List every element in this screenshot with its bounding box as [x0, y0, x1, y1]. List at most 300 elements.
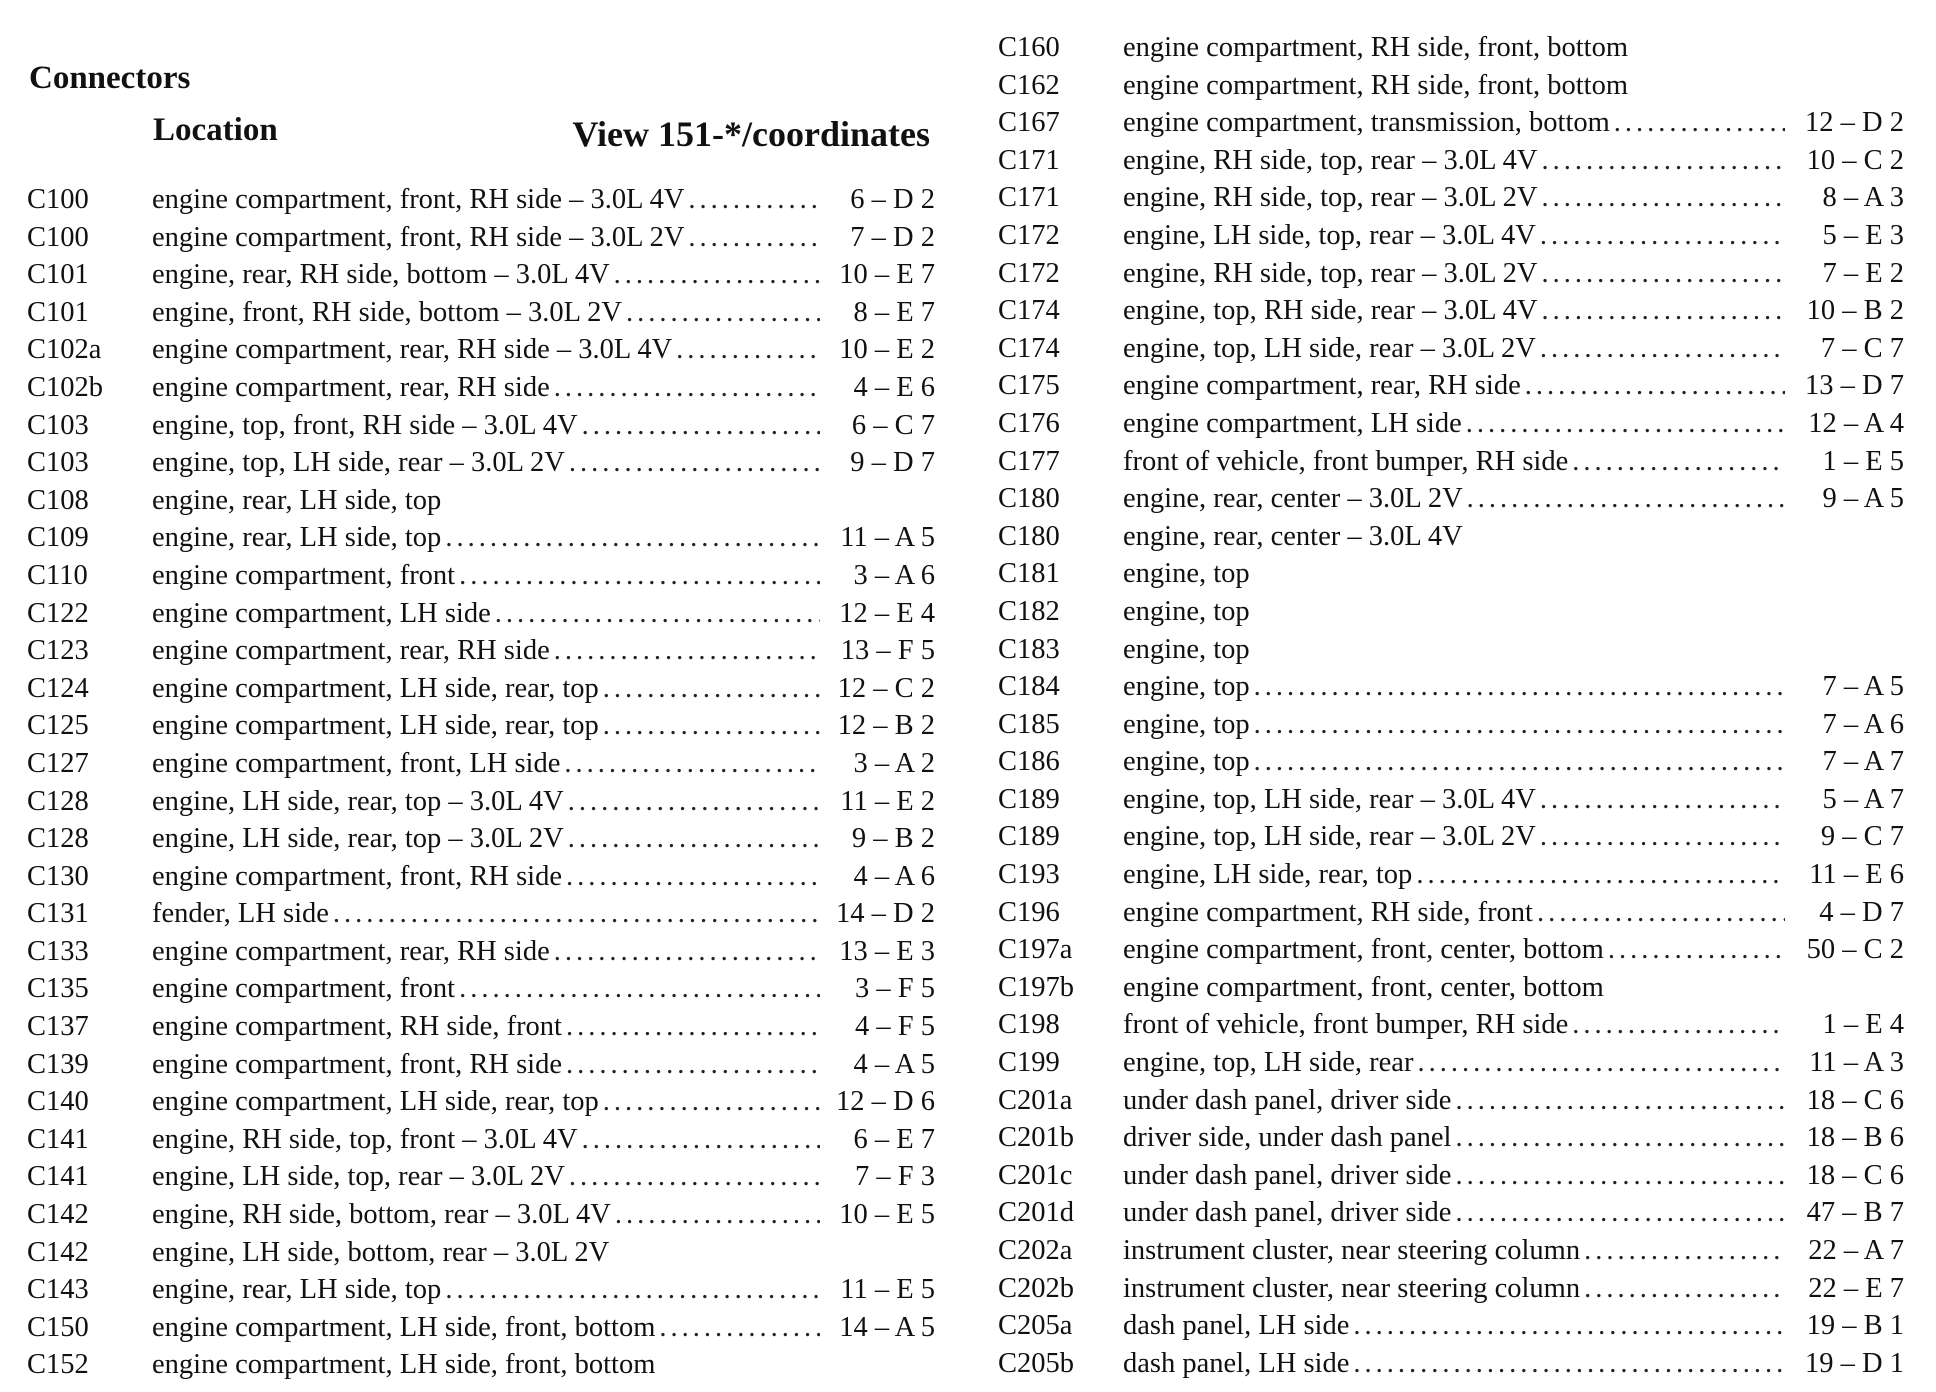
- connector-code: C172: [998, 257, 1060, 289]
- connector-row: [27, 1309, 935, 1347]
- connector-location: engine compartment, rear, RH side: [1123, 370, 1521, 402]
- connector-location-cell: [1123, 1044, 1785, 1082]
- connector-location: engine, LH side, rear, top: [1123, 859, 1413, 891]
- connector-location-cell: [1123, 1119, 1785, 1157]
- connector-row: [998, 1307, 1904, 1345]
- connector-code: C189: [998, 783, 1060, 815]
- connector-location: engine, LH side, rear, top – 3.0L 2V: [152, 823, 564, 855]
- connector-location-cell: [152, 970, 820, 1008]
- dot-leader: [603, 670, 820, 708]
- connector-row: [998, 1232, 1904, 1270]
- connector-location: engine compartment, front, LH side: [152, 747, 561, 779]
- connector-code: C205b: [998, 1347, 1075, 1379]
- connector-location-cell: [1123, 292, 1785, 330]
- connector-location: engine, rear, LH side, top: [152, 1274, 442, 1306]
- connector-code: C172: [998, 219, 1060, 251]
- connector-location: engine, top, LH side, rear – 3.0L 2V: [1123, 332, 1536, 364]
- connector-code: C122: [27, 597, 89, 629]
- connector-location: under dash panel, driver side: [1123, 1084, 1452, 1116]
- connector-location: engine, rear, LH side, top: [152, 522, 442, 554]
- connector-row: [27, 745, 935, 783]
- connector-coordinates: 7 – A 6: [1822, 708, 1904, 740]
- connector-location-cell: [1123, 67, 1785, 105]
- connector-coordinates: 50 – C 2: [1806, 934, 1904, 966]
- connector-location-cell: [1123, 1345, 1785, 1383]
- connector-coordinates: 9 – A 5: [1822, 483, 1904, 515]
- connector-location: engine, LH side, top, rear – 3.0L 4V: [1123, 219, 1536, 251]
- connector-location-cell: [152, 482, 820, 520]
- connector-row: [998, 1157, 1904, 1195]
- connector-location: engine compartment, rear, RH side: [152, 371, 550, 403]
- connector-location-cell: [152, 1271, 820, 1309]
- connector-row: [27, 256, 935, 294]
- dot-leader: [1541, 255, 1785, 293]
- connector-code: C143: [27, 1274, 89, 1306]
- connector-coordinates: 12 – C 2: [837, 672, 935, 704]
- connector-coordinates: 22 – A 7: [1808, 1235, 1904, 1266]
- connector-code: C202a: [998, 1235, 1073, 1266]
- connector-row: [27, 1158, 935, 1196]
- connector-coordinates: 19 – D 1: [1805, 1347, 1904, 1379]
- connector-code: C167: [998, 107, 1060, 139]
- connector-location: front of vehicle, front bumper, RH side: [1123, 445, 1569, 477]
- connector-location-cell: [152, 1234, 820, 1272]
- connector-row: [27, 783, 935, 821]
- connector-location-cell: [1123, 29, 1785, 67]
- connector-row: [998, 593, 1904, 631]
- dot-leader: [1525, 367, 1785, 405]
- dot-leader: [569, 1158, 820, 1196]
- connector-coordinates: 11 – A 3: [1809, 1047, 1904, 1079]
- connector-location-cell: [152, 557, 820, 595]
- connector-code: C137: [27, 1011, 89, 1043]
- connector-location: engine compartment, front, center, bottom: [1123, 934, 1604, 966]
- connector-location: engine compartment, LH side, front, bottom: [152, 1311, 656, 1343]
- connector-location: engine, top: [1123, 633, 1250, 665]
- view-coordinates-column-header: View 151-*/coordinates: [572, 114, 930, 154]
- dot-leader: [1540, 818, 1785, 856]
- dot-leader: [1608, 931, 1785, 969]
- connector-row: [998, 217, 1904, 255]
- dot-leader: [603, 1083, 820, 1121]
- connector-row: [27, 407, 935, 445]
- connector-coordinates: 18 – B 6: [1806, 1122, 1904, 1154]
- connector-code: C177: [998, 445, 1060, 477]
- connector-location: engine, top, LH side, rear – 3.0L 2V: [152, 447, 565, 479]
- connector-code: C202b: [998, 1272, 1075, 1304]
- connector-code: C101: [27, 259, 89, 291]
- connector-location-cell: [1123, 781, 1785, 819]
- connector-row: [27, 519, 935, 557]
- connector-location-cell: [1123, 1082, 1785, 1120]
- connector-location: engine compartment, RH side, front: [1123, 896, 1533, 928]
- connector-location: engine compartment, LH side, rear, top: [152, 710, 599, 742]
- right-connector-list: [998, 29, 1904, 1382]
- connector-location-cell: [152, 1158, 820, 1196]
- dot-leader: [568, 783, 820, 821]
- connector-location: engine, RH side, bottom, rear – 3.0L 4V: [152, 1199, 611, 1231]
- dot-leader: [566, 1046, 820, 1084]
- connector-location: engine, top: [1123, 746, 1250, 778]
- dot-leader: [1467, 480, 1785, 518]
- connector-code: C189: [998, 821, 1060, 853]
- dot-leader: [1540, 330, 1785, 368]
- connector-coordinates: 7 – E 2: [1822, 257, 1904, 289]
- connector-location: engine, RH side, top, rear – 3.0L 4V: [1123, 144, 1538, 176]
- connector-code: C171: [998, 182, 1060, 214]
- connector-location-cell: [1123, 631, 1785, 669]
- connector-coordinates: 7 – F 3: [855, 1161, 935, 1193]
- connector-location-cell: [1123, 405, 1785, 443]
- connector-row: [998, 1194, 1904, 1232]
- connector-coordinates: 4 – E 6: [853, 371, 935, 403]
- connector-row: [998, 255, 1904, 293]
- connector-coordinates: 18 – C 6: [1806, 1084, 1904, 1116]
- connector-location: engine, RH side, top, rear – 3.0L 2V: [1123, 182, 1538, 214]
- connector-row: [998, 931, 1904, 969]
- connector-location-cell: [1123, 1270, 1785, 1308]
- connector-location: engine compartment, front, RH side: [152, 1048, 562, 1080]
- dot-leader: [1537, 894, 1785, 932]
- connector-row: [27, 970, 935, 1008]
- connector-code: C152: [27, 1349, 89, 1381]
- connector-location-cell: [152, 1346, 820, 1384]
- connector-location-cell: [1123, 818, 1785, 856]
- connector-code: C141: [27, 1123, 89, 1155]
- connector-coordinates: 19 – B 1: [1806, 1310, 1904, 1342]
- connector-row: [998, 856, 1904, 894]
- connector-row: [998, 668, 1904, 706]
- connector-location-cell: [1123, 518, 1785, 556]
- connector-coordinates: 13 – D 7: [1805, 370, 1904, 402]
- dot-leader: [1254, 706, 1785, 744]
- connector-location-cell: [1123, 1307, 1785, 1345]
- connector-coordinates: 10 – C 2: [1806, 144, 1904, 176]
- connector-row: [998, 706, 1904, 744]
- connector-location: front of vehicle, front bumper, RH side: [1123, 1009, 1569, 1041]
- connector-row: [998, 443, 1904, 481]
- dot-leader: [1416, 856, 1785, 894]
- dot-leader: [554, 933, 820, 971]
- connector-location-cell: [1123, 1006, 1785, 1044]
- connector-coordinates: 10 – E 2: [839, 334, 935, 366]
- connector-coordinates: 6 – C 7: [851, 409, 935, 441]
- connector-coordinates: 11 – E 6: [1809, 859, 1904, 891]
- connector-location-cell: [1123, 856, 1785, 894]
- connector-coordinates: 47 – B 7: [1806, 1197, 1904, 1229]
- connector-coordinates: 13 – F 5: [840, 635, 935, 667]
- connector-row: [998, 179, 1904, 217]
- connector-code: C103: [27, 447, 89, 479]
- dot-leader: [1254, 743, 1785, 781]
- connector-location: engine, front, RH side, bottom – 3.0L 2V: [152, 296, 622, 328]
- connector-code: C201c: [998, 1159, 1073, 1191]
- connector-location: engine, rear, LH side, top: [152, 484, 442, 516]
- connector-code: C101: [27, 296, 89, 328]
- connector-row: [27, 895, 935, 933]
- connector-row: [998, 292, 1904, 330]
- connector-coordinates: 12 – A 4: [1808, 407, 1904, 439]
- connector-code: C128: [27, 785, 89, 817]
- connector-row: [27, 1083, 935, 1121]
- dot-leader: [445, 1271, 820, 1309]
- connector-location-cell: [152, 933, 820, 971]
- connector-row: [27, 1234, 935, 1272]
- connector-coordinates: 14 – D 2: [836, 898, 935, 930]
- connector-code: C128: [27, 823, 89, 855]
- connector-code: C142: [27, 1236, 89, 1268]
- connector-location-cell: [152, 219, 820, 257]
- connector-code: C150: [27, 1311, 89, 1343]
- dot-leader: [626, 294, 820, 332]
- connector-code: C142: [27, 1199, 89, 1231]
- dot-leader: [1353, 1307, 1785, 1345]
- connector-coordinates: 1 – E 4: [1822, 1009, 1904, 1041]
- connector-location: engine compartment, rear, RH side: [152, 635, 550, 667]
- connector-location-cell: [152, 632, 820, 670]
- connector-location: engine compartment, rear, RH side: [152, 935, 550, 967]
- connector-location-cell: [152, 369, 820, 407]
- connector-location-cell: [1123, 1232, 1785, 1270]
- connector-code: C186: [998, 746, 1060, 778]
- connector-location: driver side, under dash panel: [1123, 1122, 1452, 1154]
- dot-leader: [1541, 179, 1785, 217]
- dot-leader: [1353, 1345, 1785, 1383]
- dot-leader: [1417, 1044, 1785, 1082]
- dot-leader: [459, 557, 820, 595]
- connector-location: under dash panel, driver side: [1123, 1197, 1452, 1229]
- connector-row: [27, 1121, 935, 1159]
- connector-row: [27, 632, 935, 670]
- connector-location: engine, rear, center – 3.0L 2V: [1123, 483, 1463, 515]
- connector-coordinates: 10 – E 5: [839, 1199, 935, 1231]
- connector-location: engine, top, LH side, rear – 3.0L 4V: [1123, 783, 1536, 815]
- connector-row: [998, 480, 1904, 518]
- connector-coordinates: 11 – E 2: [840, 785, 935, 817]
- connector-coordinates: 4 – F 5: [855, 1011, 935, 1043]
- connector-location-cell: [1123, 255, 1785, 293]
- connector-location: engine compartment, rear, RH side – 3.0L 4V: [152, 334, 673, 366]
- connector-code: C160: [998, 32, 1060, 63]
- connector-location-cell: [152, 294, 820, 332]
- connector-coordinates: 4 – D 7: [1819, 896, 1904, 928]
- connector-code: C135: [27, 973, 89, 1005]
- connector-location-cell: [152, 1046, 820, 1084]
- connector-location-cell: [1123, 894, 1785, 932]
- connector-location: engine compartment, front, RH side: [152, 860, 562, 892]
- connector-location-cell: [152, 820, 820, 858]
- dot-leader: [554, 632, 820, 670]
- connector-location-cell: [152, 444, 820, 482]
- connector-row: [998, 104, 1904, 142]
- connector-coordinates: 10 – E 7: [839, 259, 935, 291]
- connector-code: C184: [998, 671, 1060, 703]
- dot-leader: [659, 1309, 820, 1347]
- connector-row: [998, 142, 1904, 180]
- connector-location-cell: [1123, 931, 1785, 969]
- connector-coordinates: 9 – C 7: [1820, 821, 1904, 853]
- connector-code: C102a: [27, 334, 102, 366]
- connector-location-cell: [152, 407, 820, 445]
- connector-code: C140: [27, 1086, 89, 1118]
- connector-code: C180: [998, 520, 1060, 552]
- connector-coordinates: 6 – D 2: [850, 184, 935, 215]
- dot-leader: [568, 820, 820, 858]
- connector-code: C174: [998, 295, 1060, 327]
- connector-location: engine compartment, LH side, rear, top: [152, 1086, 599, 1118]
- connector-location: engine compartment, RH side, front, bottom: [1123, 69, 1628, 101]
- connector-row: [998, 1006, 1904, 1044]
- connector-coordinates: 8 – A 3: [1822, 182, 1904, 214]
- dot-leader: [1541, 292, 1785, 330]
- connector-location: engine compartment, RH side, front: [152, 1011, 562, 1043]
- connector-row: [27, 557, 935, 595]
- connector-coordinates: 6 – E 7: [853, 1123, 935, 1155]
- connector-location: engine, LH side, bottom, rear – 3.0L 2V: [152, 1236, 610, 1268]
- connector-location: fender, LH side: [152, 898, 329, 930]
- connector-row: [998, 67, 1904, 105]
- connector-row: [27, 1346, 935, 1384]
- dot-leader: [1540, 217, 1785, 255]
- connector-location: engine compartment, LH side: [1123, 407, 1462, 439]
- connector-code: C102b: [27, 371, 104, 403]
- connector-code: C205a: [998, 1310, 1073, 1342]
- connector-location-cell: [1123, 743, 1785, 781]
- dot-leader: [1455, 1157, 1785, 1195]
- connector-row: [998, 894, 1904, 932]
- connector-code: C201d: [998, 1197, 1075, 1229]
- connector-location-cell: [152, 181, 820, 219]
- connector-location: engine, top, front, RH side – 3.0L 4V: [152, 409, 578, 441]
- connector-location: engine, RH side, top, front – 3.0L 4V: [152, 1123, 578, 1155]
- connector-location: engine, top: [1123, 671, 1250, 703]
- connector-location: engine compartment, front: [152, 973, 456, 1005]
- dot-leader: [582, 407, 820, 445]
- connector-coordinates: 4 – A 6: [853, 860, 935, 892]
- dot-leader: [1466, 405, 1785, 443]
- dot-leader: [688, 219, 820, 257]
- connector-coordinates: 12 – D 2: [1805, 107, 1904, 139]
- connector-row: [998, 1082, 1904, 1120]
- connector-coordinates: 9 – B 2: [851, 823, 935, 855]
- connector-code: C123: [27, 635, 89, 667]
- dot-leader: [495, 595, 820, 633]
- connector-code: C125: [27, 710, 89, 742]
- dot-leader: [688, 181, 820, 219]
- connector-code: C108: [27, 484, 89, 516]
- connector-row: [27, 820, 935, 858]
- dot-leader: [1572, 443, 1785, 481]
- connector-code: C162: [998, 69, 1060, 101]
- connector-code: C133: [27, 935, 89, 967]
- connector-location-cell: [1123, 480, 1785, 518]
- connector-row: [998, 743, 1904, 781]
- connector-code: C182: [998, 595, 1060, 627]
- connector-row: [998, 1119, 1904, 1157]
- connector-location: engine compartment, front, RH side – 3.0L 4V: [152, 184, 685, 215]
- connector-coordinates: 7 – C 7: [1820, 332, 1904, 364]
- connector-coordinates: 7 – A 5: [1822, 671, 1904, 703]
- dot-leader: [582, 1121, 820, 1159]
- connector-location-cell: [152, 895, 820, 933]
- connector-location: engine, rear, center – 3.0L 4V: [1123, 520, 1463, 552]
- connector-code: C171: [998, 144, 1060, 176]
- connector-location: engine compartment, LH side: [152, 597, 491, 629]
- dot-leader: [1455, 1119, 1785, 1157]
- dot-leader: [333, 895, 820, 933]
- connector-location: engine, LH side, rear, top – 3.0L 4V: [152, 785, 564, 817]
- connector-code: C100: [27, 184, 89, 215]
- connector-row: [27, 1271, 935, 1309]
- dot-leader: [614, 256, 820, 294]
- dot-leader: [1572, 1006, 1785, 1044]
- connector-row: [998, 29, 1904, 67]
- connector-coordinates: 14 – A 5: [839, 1311, 935, 1343]
- connector-location-cell: [152, 707, 820, 745]
- connector-row: [998, 367, 1904, 405]
- connector-location-cell: [152, 519, 820, 557]
- dot-leader: [564, 745, 820, 783]
- connector-location: engine compartment, transmission, bottom: [1123, 107, 1610, 139]
- connector-row: [27, 933, 935, 971]
- dot-leader: [554, 369, 820, 407]
- connector-coordinates: 22 – E 7: [1808, 1272, 1904, 1304]
- dot-leader: [445, 519, 820, 557]
- connector-location-cell: [152, 595, 820, 633]
- connector-location: instrument cluster, near steering column: [1123, 1272, 1581, 1304]
- dot-leader: [1455, 1082, 1785, 1120]
- connector-coordinates: 8 – E 7: [853, 296, 935, 328]
- connector-code: C198: [998, 1009, 1060, 1041]
- connector-location-cell: [152, 1083, 820, 1121]
- connector-code: C174: [998, 332, 1060, 364]
- connector-location-cell: [152, 1008, 820, 1046]
- dot-leader: [1541, 142, 1785, 180]
- dot-leader: [566, 1008, 820, 1046]
- connector-location-cell: [1123, 593, 1785, 631]
- connector-code: C124: [27, 672, 89, 704]
- location-column-header: Location: [153, 112, 278, 148]
- connector-code: C196: [998, 896, 1060, 928]
- connector-code: C130: [27, 860, 89, 892]
- connector-code: C185: [998, 708, 1060, 740]
- connector-location-cell: [1123, 1157, 1785, 1195]
- dot-leader: [1584, 1270, 1785, 1308]
- connector-coordinates: 5 – E 3: [1822, 219, 1904, 251]
- connector-location: instrument cluster, near steering column: [1123, 1235, 1581, 1266]
- connector-coordinates: 1 – E 5: [1822, 445, 1904, 477]
- connector-location-cell: [1123, 555, 1785, 593]
- connector-row: [27, 1008, 935, 1046]
- dot-leader: [615, 1196, 820, 1234]
- connector-row: [998, 631, 1904, 669]
- connector-location-cell: [1123, 104, 1785, 142]
- connector-location: engine compartment, front, RH side – 3.0L 2V: [152, 221, 685, 253]
- connector-row: [27, 858, 935, 896]
- connector-location: engine compartment, LH side, rear, top: [152, 672, 599, 704]
- dot-leader: [459, 970, 820, 1008]
- connector-location-cell: [152, 1196, 820, 1234]
- dot-leader: [566, 858, 820, 896]
- dot-leader: [603, 707, 820, 745]
- connector-code: C201b: [998, 1122, 1075, 1154]
- connector-code: C183: [998, 633, 1060, 665]
- connector-location: engine, top: [1123, 558, 1250, 590]
- connector-row: [998, 405, 1904, 443]
- connector-location-cell: [1123, 443, 1785, 481]
- connector-location-cell: [1123, 367, 1785, 405]
- connector-location: engine, top, LH side, rear – 3.0L 2V: [1123, 821, 1536, 853]
